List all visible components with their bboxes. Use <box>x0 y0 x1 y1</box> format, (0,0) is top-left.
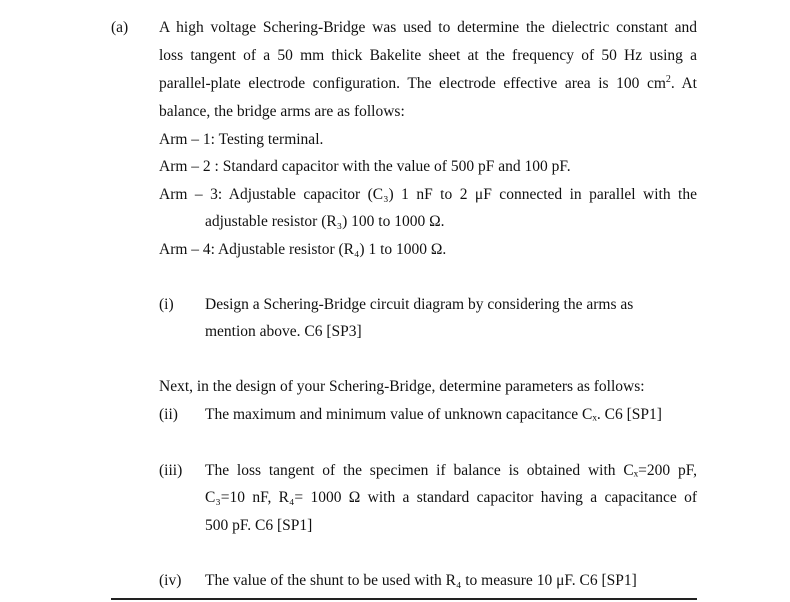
arm-1: Arm – 1: Testing terminal. <box>159 131 324 148</box>
part-ii-text: The maximum and minimum value of unknown capacitance Cₓ. C6 [SP1] <box>205 406 662 423</box>
intro-line-3 <box>159 74 697 94</box>
part-iv-text: The value of the shunt to be used with R₄ to measure 10 μF. C6 [SP1] <box>205 572 637 589</box>
intro-line-2: loss tangent of a 50 mm thick Bakelite sheet at the frequency of 50 Hz using a <box>159 47 697 64</box>
part-i-line-2: mention above. C6 [SP3] <box>205 323 362 340</box>
intro-line-4: balance, the bridge arms are as follows: <box>159 103 405 120</box>
part-iii-line-1: The loss tangent of the specimen if balance is obtained with Cₓ=200 pF, <box>205 462 697 479</box>
part-iii-line-2: C₃=10 nF, R₄= 1000 Ω with a standard capacitor having a capacitance of <box>205 489 697 506</box>
intro-line-1: A high voltage Schering-Bridge was used to determine the dielectric constant and <box>159 19 697 36</box>
arm-2: Arm – 2 : Standard capacitor with the value of 500 pF and 100 pF. <box>159 158 571 175</box>
part-iii-line-3: 500 pF. C6 [SP1] <box>205 517 313 534</box>
part-ii-label: (ii) <box>159 406 178 423</box>
question-label: (a) <box>111 19 129 36</box>
arm-3-line-2: adjustable resistor (R₃) 100 to 1000 Ω. <box>205 213 445 230</box>
part-i-label: (i) <box>159 296 174 313</box>
intro-line-3-text: parallel-plate electrode configuration. The electrode effective area is 100 cm <box>159 75 666 92</box>
arm-4: Arm – 4: Adjustable resistor (R₄) 1 to 1000 Ω. <box>159 241 447 258</box>
page-bottom-rule <box>111 598 697 600</box>
part-i-line-1: Design a Schering-Bridge circuit diagram by considering the arms as <box>205 296 634 313</box>
arm-3-line-1: Arm – 3: Adjustable capacitor (C₃) 1 nF to 2 μF connected in parallel with the <box>159 186 697 203</box>
part-iii-label: (iii) <box>159 462 183 479</box>
intro-line-3-superscript: 2 <box>665 73 671 85</box>
next-instruction: Next, in the design of your Schering-Bridge, determine parameters as follows: <box>159 378 645 395</box>
intro-line-3-tail: . At <box>670 75 697 92</box>
part-iv-label: (iv) <box>159 572 182 589</box>
